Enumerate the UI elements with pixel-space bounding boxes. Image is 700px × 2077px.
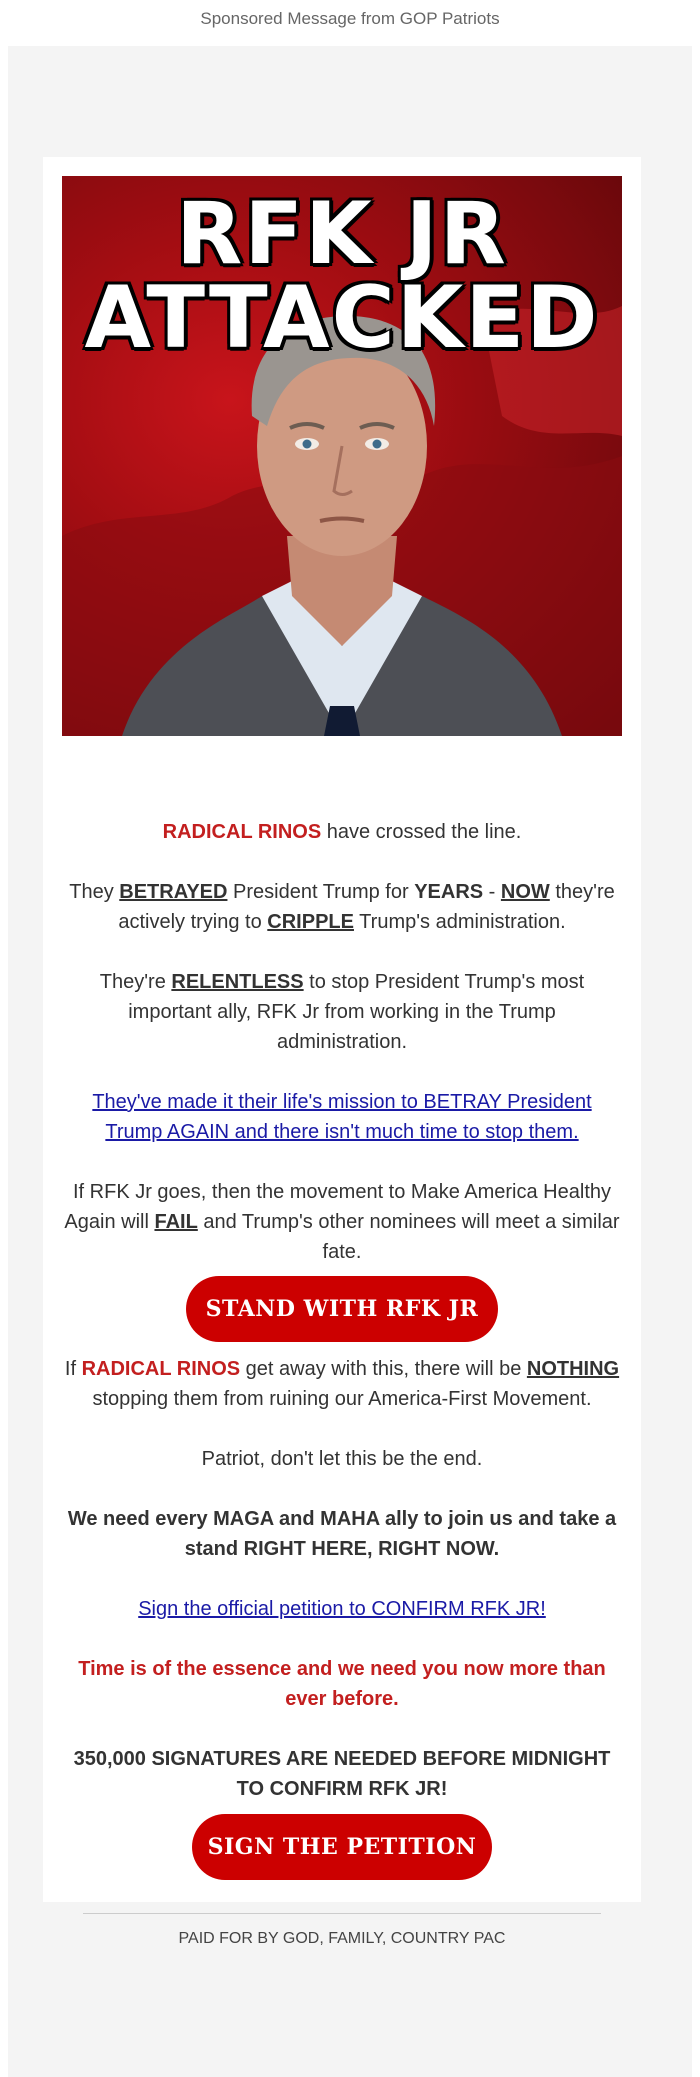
text-span: They're bbox=[99, 971, 172, 993]
text-span: get away with this, there will be bbox=[240, 1358, 527, 1380]
sign-petition-button[interactable]: SIGN THE PETITION bbox=[192, 1814, 492, 1880]
hero-title-line1: RFK JR bbox=[176, 184, 508, 284]
text-span: President Trump for bbox=[227, 881, 415, 903]
highlight-radical-rinos: RADICAL RINOS bbox=[162, 821, 322, 843]
sponsor-line: Sponsored Message from GOP Patriots bbox=[200, 9, 500, 28]
emph-now: NOW bbox=[500, 881, 550, 903]
emph-nothing: NOTHING bbox=[526, 1358, 620, 1380]
paid-for-disclaimer: PAID FOR BY GOD, FAMILY, COUNTRY PAC bbox=[178, 1930, 506, 1947]
paragraph-mission-link bbox=[63, 1087, 621, 1147]
text-span: and Trump's other nominees will meet a similar fate. bbox=[197, 1211, 620, 1263]
paragraph-relentless bbox=[63, 967, 621, 1057]
footer-divider bbox=[83, 1913, 601, 1914]
hero-title-line2: ATTACKED bbox=[84, 268, 600, 368]
paragraph-maha bbox=[63, 1177, 621, 1267]
text-span: stopping them from ruining our America-First Movement. bbox=[92, 1388, 592, 1410]
emph-betrayed: BETRAYED bbox=[119, 881, 228, 903]
stand-with-rfk-button[interactable]: STAND WITH RFK JR bbox=[186, 1276, 498, 1342]
text-span: to stop President Trump's most important ally, RFK Jr from working in the Trump administration. bbox=[128, 971, 585, 1053]
emph-years: YEARS bbox=[414, 881, 484, 903]
emph-fail: FAIL bbox=[154, 1211, 198, 1233]
text-span: If RFK Jr goes, then the movement to Make America Healthy Again will bbox=[64, 1181, 611, 1233]
paragraph-petition-link bbox=[63, 1594, 621, 1624]
highlight-radical-rinos-2: RADICAL RINOS bbox=[81, 1358, 241, 1380]
paragraph-nothing bbox=[63, 1354, 621, 1414]
emph-relentless: RELENTLESS bbox=[171, 971, 304, 993]
paragraph-radical-rinos bbox=[63, 817, 621, 847]
paragraph-betrayed bbox=[63, 877, 621, 937]
mission-link[interactable]: They've made it their life's mission to BETRAY President Trump AGAIN and there isn't much time to stop them. bbox=[92, 1091, 592, 1143]
hero-image[interactable] bbox=[62, 176, 622, 736]
emph-cripple: CRIPPLE bbox=[267, 911, 354, 933]
text-span: Trump's administration. bbox=[353, 911, 566, 933]
paragraph-urgency: Time is of the essence and we need you now more than ever before. bbox=[78, 1658, 606, 1710]
paragraph-signatures: 350,000 SIGNATURES ARE NEEDED BEFORE MIDNIGHT TO CONFIRM RFK JR! bbox=[73, 1748, 611, 1800]
paragraph-maga-maha: We need every MAGA and MAHA ally to join us and take a stand RIGHT HERE, RIGHT NOW. bbox=[67, 1508, 617, 1560]
text-span: They bbox=[69, 881, 120, 903]
email-card bbox=[43, 157, 641, 1947]
paragraph-patriot: Patriot, don't let this be the end. bbox=[201, 1448, 483, 1470]
petition-link[interactable]: Sign the official petition to CONFIRM RFK JR! bbox=[138, 1598, 546, 1620]
text-span: If bbox=[64, 1358, 82, 1380]
text-span: - bbox=[483, 881, 501, 903]
text-span: have crossed the line. bbox=[321, 821, 522, 843]
text-span: they're actively trying to bbox=[118, 881, 615, 933]
